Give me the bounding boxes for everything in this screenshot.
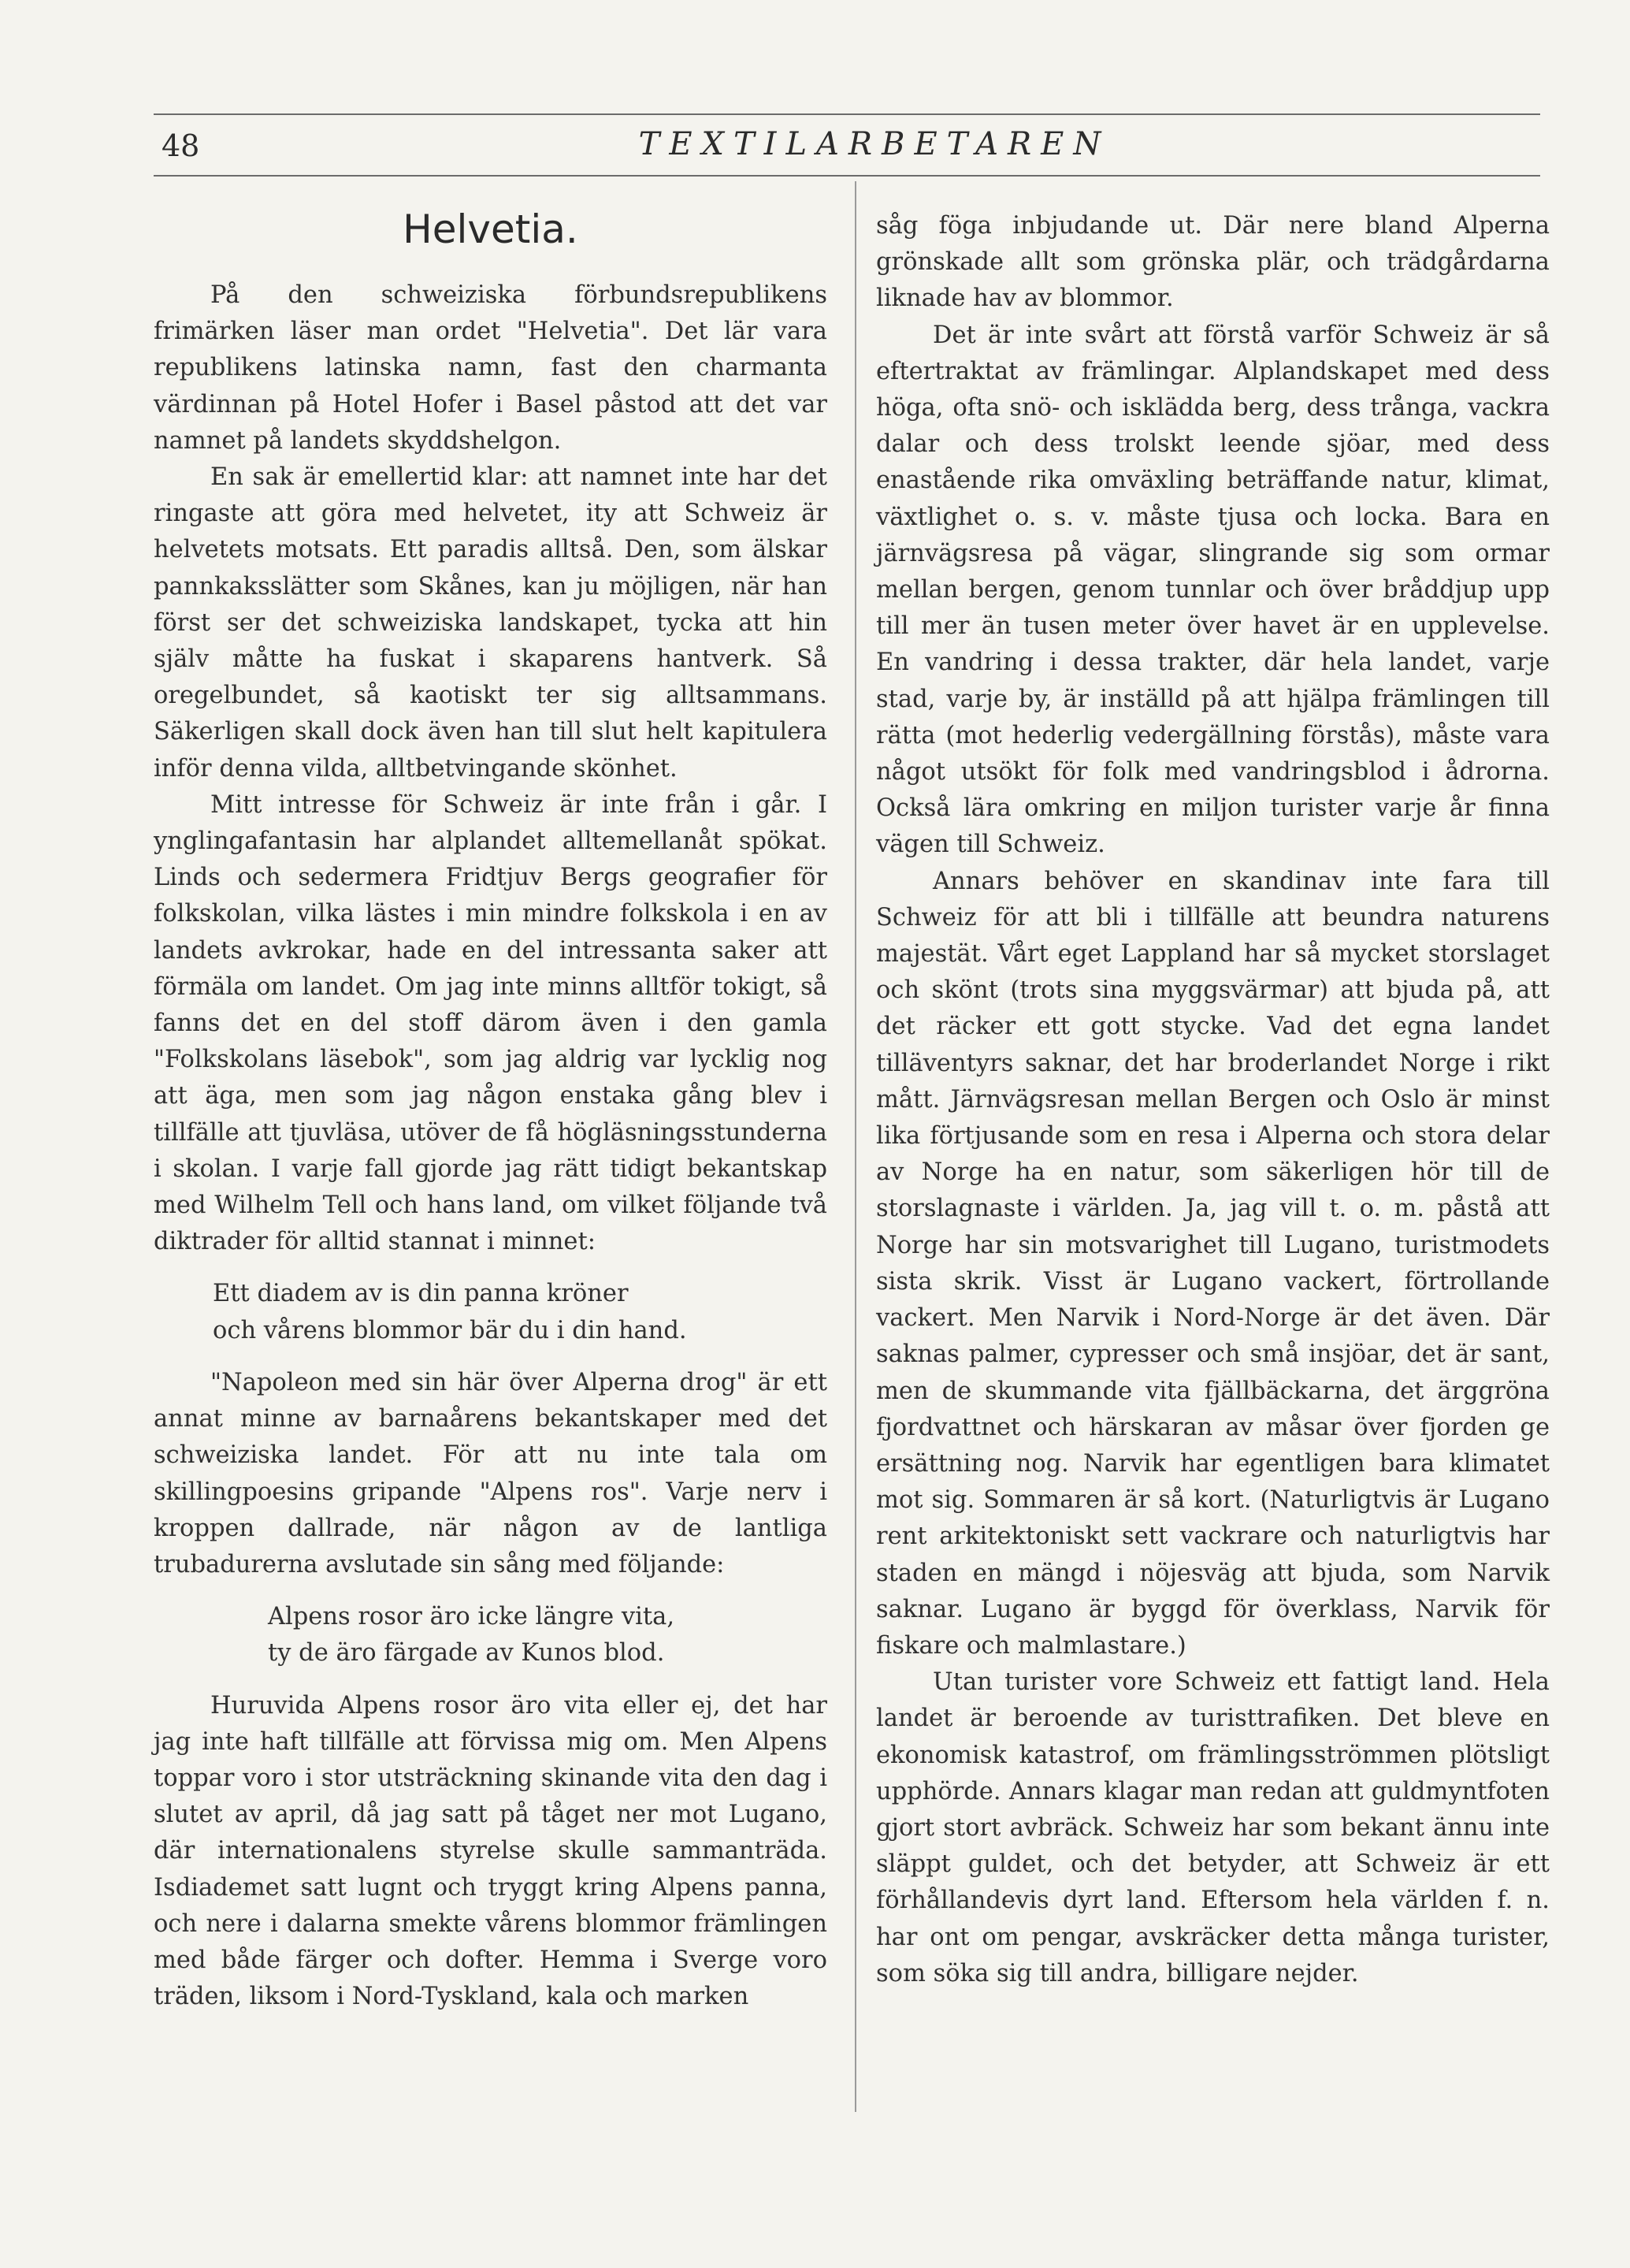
article-title: Helvetia. [403,206,578,252]
paragraph: Det är inte svårt att förstå varför Schweiz är så eftertraktat av främlingar. Alplandskapet med dess höga, ofta snö- och isklädda berg, dess trånga, vackra dalar och dess trolskt leende sjöar, med dess enastående rika omväxling beträffande natur, klimat, växtlighet o. s. v. måste tjusa och locka. Bara en järnvägsresa på vägar, slingrande sig som ormar mellan bergen, genom tunnlar och över bråddjup upp till mer än tusen meter över havet är en upplevelse. En vandring i dessa trakter, där hela landet, varje stad, varje by, är inställd på att hjälpa främlingen till rätta (mot hederlig vedergällning förstås), måste vara något utsökt för folk med vandringsblod i ådrorna. Också lära omkring en miljon turister varje år finna vägen till Schweiz. [876,321,1550,859]
header-rule-bottom [154,175,1540,177]
right-column [876,208,1550,1992]
verse-quote [213,1276,827,1348]
verse-line: och vårens blommor bär du i din hand. [213,1316,687,1344]
paragraph: Huruvida Alpens rosor äro vita eller ej, det har jag inte haft tillfälle att förvissa mig om. Men Alpens toppar voro i stor utsträckning skinande vita den dag i slutet av april, då jag satt på tåget ner mot Lugano, där internationalens styrelse skulle sammanträda. Isdiademet satt lugnt och tryggt kring Alpens panna, och nere i dalarna smekte vårens blommor främlingen med både färger och dofter. Hemma i Sverge voro träden, liksom i Nord-Tyskland, kala och marken [154,1691,827,2011]
header-rule-top [154,113,1540,115]
verse-line: Alpens rosor äro icke längre vita, [268,1603,675,1631]
paragraph: såg föga inbjudande ut. Där nere bland Alperna grönskade allt som grönska plär, och trädgårdarna liknade hav av blommor. [876,212,1550,313]
paragraph: Annars behöver en skandinav inte fara till Schweiz för att bli i tillfälle att beundra naturens majestät. Vårt eget Lappland har så mycket storslaget och skönt (trots sina myggsvärmar) att bjuda på, att det räcker ett gott stycke. Vad det egna landet tilläventyrs saknar, det har broderlandet Norge i rikt mått. Järnvägsresan mellan Bergen och Oslo är minst lika förtjusande som en resa i Alperna och stora delar av Norge ha en natur, som säkerligen hör till de storslagnaste i världen. Ja, jag vill t. o. m. påstå att Norge har sin motsvarighet till Lugano, turistmodets sista skrik. Visst är Lugano vackert, förtrollande vackert. Men Narvik i Nord-Norge är det även. Där saknas palmer, cypresser och små insjöar, det är sant, men de skummande vita fjällbäckarna, det ärggröna fjordvattnet och härskaran av måsar över fjorden ge ersättning nog. Narvik har egentligen bara klimatet mot sig. Sommaren är så kort. (Naturligtvis är Lugano rent arkitektoniskt sett vackrare och naturligtvis har staden en mängd i nöjesväg att bjuda, som Narvik saknar. Lugano är byggd för överklass, Narvik för fiskare och malmlastare.) [876,867,1550,1660]
verse-quote [268,1599,827,1671]
paragraph: En sak är emellertid klar: att namnet inte har det ringaste att göra med helvetet, ity att Schweiz är helvetets motsats. Ett paradis alltså. Den, som älskar pannkaksslätter som Skånes, kan ju möjligen, när han först ser det schweiziska landskapet, tycka att hin själv måtte ha fuskat i skaparens hantverk. Så oregelbundet, så kaotiskt ter sig alltsammans. Säkerligen skall dock även han till slut helt kapitulera inför denna vilda, alltbetvingande skönhet. [154,463,827,783]
paragraph: På den schweiziska förbundsrepublikens frimärken läser man ordet "Helvetia". Det lär vara republikens latinska namn, fast den charmanta värdinnan på Hotel Hofer i Basel påstod att det var namnet på landets skyddshelgon. [154,281,827,455]
paragraph: Utan turister vore Schweiz ett fattigt land. Hela landet är beroende av turisttrafiken. Det bleve en ekonomisk katastrof, om främlingsströmmen plötsligt upphörde. Annars klagar man redan att guldmyntfoten gjort stort avbräck. Schweiz har som bekant ännu inte släppt guldet, och det betyder, att Schweiz är ett förhållandevis dyrt land. Eftersom hela världen f. n. har ont om pengar, avskräcker detta många turister, som söka sig till andra, billigare nejder. [876,1668,1550,1987]
verse-line: ty de äro färgade av Kunos blod. [268,1639,665,1668]
paragraph: Mitt intresse för Schweiz är inte från i går. I ynglingafantasin har alplandet alltemellanåt spökat. Linds och sedermera Fridtjuv Bergs geografier för folkskolan, vilka lästes i min mindre folkskola i en av landets avkrokar, hade en del intressanta saker att förmäla om landet. Om jag inte minns alltför tokigt, så fanns det en del stoff därom även i den gamla "Folkskolans läsebok", som jag aldrig var lycklig nog att äga, men som jag någon enstaka gång blev i tillfälle att tjuvläsa, utöver de få högläsningsstunderna i skolan. I varje fall gjorde jag rätt tidigt bekantskap med Wilhelm Tell och hans land, om vilket följande två diktrader för alltid stannat i minnet: [154,790,827,1256]
magazine-title: TEXTILARBETAREN [638,126,1111,162]
verse-line: Ett diadem av is din panna kröner [213,1280,629,1308]
left-column [154,205,827,2015]
paragraph: "Napoleon med sin här över Alperna drog" är ett annat minne av barnaårens bekantskaper med det schweiziska landet. För att nu inte tala om skillingpoesins gripande "Alpens ros". Varje nerv i kroppen dallrade, när någon av de lantliga trubadurerna avslutade sin sång med följande: [154,1368,827,1578]
column-divider [855,181,856,2112]
page-number: 48 [162,128,200,163]
